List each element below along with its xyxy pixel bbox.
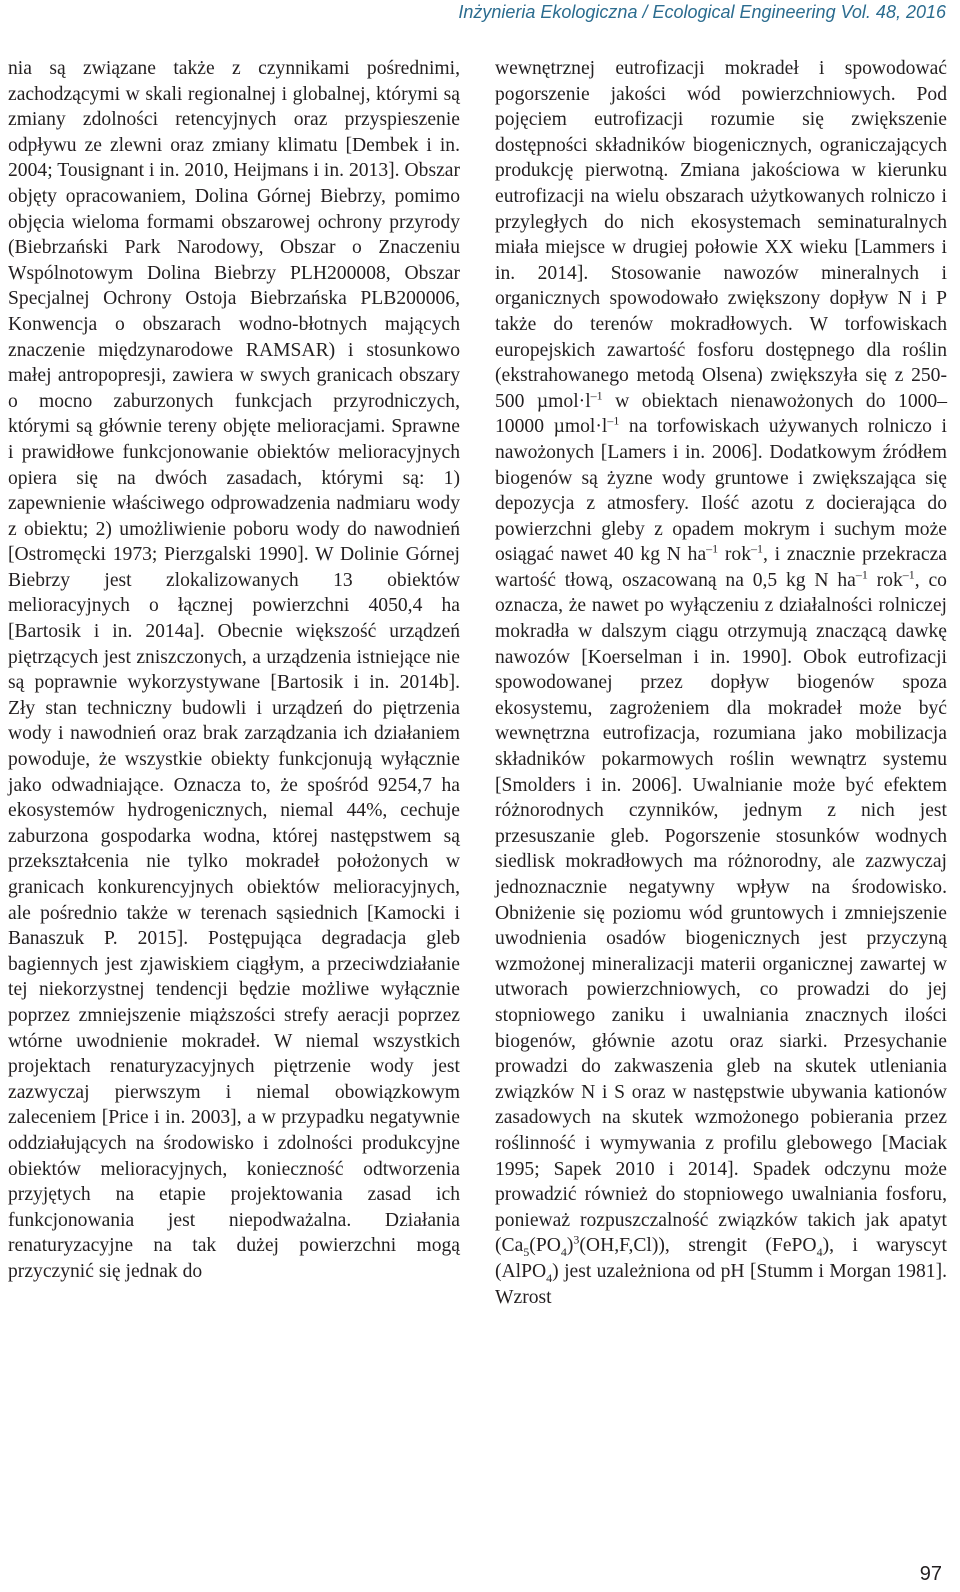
left-text-column xyxy=(8,56,460,1285)
text-run: rok xyxy=(718,544,752,566)
text-run: ) xyxy=(566,1235,574,1257)
text-run: ) jest uzależniona od pH [Stumm i Morgan 1981]. Wzrost xyxy=(495,1260,947,1308)
superscript-exponent: –1 xyxy=(855,567,868,582)
superscript-exponent: –1 xyxy=(902,567,915,582)
superscript-exponent: –1 xyxy=(751,541,764,556)
superscript-exponent: –1 xyxy=(706,541,719,556)
superscript-exponent: –1 xyxy=(590,388,603,403)
left-column-paragraph: nia są związane także z czynnikami pośrednimi, zachodzącymi w skali regionalnej i globalnej, którymi są zmiany zdolności retencyjnych oraz przyspieszenie odpływu ze zlewni oraz zmiany klimatu [Dembek i in. 2004; Tousignant i in. 2010, Heijmans i in. 2013]. Obszar objęty opracowaniem, Dolina Górnej Biebrzy, pomimo objęcia wieloma formami obszarowej ochrony przyrody (Biebrzański Park Narodowy, Obszar o Znaczeniu Wspólnotowym Dolina Biebrzy PLH200008, Obszar Specjalnej Ochrony Ostoja Biebrzańska PLB200006, Konwencja o obszarach wodno-błotnych mających znaczenie międzynarodowe RAMSAR) i stosunkowo małej antropopresji, zawiera w swych granicach obszary o mocno zaburzonych funkcjach przyrodniczych, którymi są głównie tereny objęte melioracjami. Sprawne i prawidłowe funkcjonowanie obiektów melioracyjnych opiera się na dwóch zasadach, którymi są: 1) zapewnienie właściwego odprowadzenia nadmiaru wody z obiektu; 2) umożliwienie poboru wody do nawodnień [Ostromęcki 1973; Pierzgalski 1990]. W Dolinie Górnej Biebrzy jest zlokalizowanych 13 obiektów melioracyjnych o łącznej powierzchni 4050,4 ha [Bartosik i in. 2014a]. Obecnie większość urządzeń piętrzących jest zniszczonych, a urządzenia istniejące nie są poprawnie wykorzystywane [Bartosik i in. 2014b]. Zły stan techniczny budowli i urządzeń do piętrzenia wody i nawodnień oraz brak zarządzania ich działaniem powoduje, że wszystkie obiekty funkcjonują wyłącznie jako odwadniające. Oznacza to, że spośród 9254,7 ha ekosystemów hydrogenicznych, niemal 44%, cechuje zaburzona gospodarka wodna, której następstwem są przekształcenia nie tylko mokradeł położonych w granicach konkurencyjnych obiektów melioracyjnych, ale pośrednio także w terenach sąsiednich [Kamocki i Banaszuk P. 2015]. Postępująca degradacja gleb bagiennych jest zjawiskiem ciągłym, a przeciwdziałanie tej niekorzystnej tendencji będzie możliwe wyłącznie poprzez zmniejszenie miąższości strefy aeracji poprzez wtórne uwodnienie mokradeł. W niemal wszystkich projektach renaturyzacyjnych piętrzenie wody jest zazwyczaj pierwszym i niemal obowiązkowym zaleceniem [Price i in. 2003], a w przypadku negatywnie oddziałujących na środowisko i zdolności produkcyjne obiektów melioracyjnych, konieczność odtworzenia przyjętych na etapie projektowania zasad ich funkcjonowania jest niepodważalna. Działania renaturyzacyjne na tak dużej powierzchni mogą przyczynić się jednak do xyxy=(8,58,460,1282)
text-run: (OH,F,Cl)), strengit (FePO xyxy=(579,1235,817,1257)
text-run: wewnętrznej eutrofizacji mokradeł i spowodować pogorszenie jakości wód powierzchniowych. Pod pojęciem eutrofizacji rozumie się zwiększenie dostępności składników biogenicznych, ograniczających produkcję pierwotną. Zmiana jakościowa w kierunku eutrofizacji na wielu obszarach użytkowanych rolniczo i przyległych do nich ekosystemach seminaturalnych miała miejsce w drugiej połowie XX wieku [Lammers i in. 2014]. Stosowanie nawozów mineralnych i organicznych spowodowało zwiększony dopływ N i P także do terenów mokradłowych. W torfowiskach europejskich zawartość fosforu dostępnego dla roślin (ekstrahowanego metodą Olsena) zwiększyła się z 250-500 µmol·l xyxy=(495,58,947,412)
text-run: (PO xyxy=(529,1235,561,1257)
superscript-exponent: 3 xyxy=(573,1232,580,1247)
page-number: 97 xyxy=(919,1563,942,1585)
right-text-column xyxy=(495,56,947,1310)
subscript-index: 4 xyxy=(816,1245,823,1260)
text-run: ), i waryscyt (AlPO xyxy=(495,1235,947,1282)
subscript-index: 4 xyxy=(546,1270,553,1285)
right-column-paragraph xyxy=(495,56,947,1310)
text-run: , co oznacza, że nawet po wyłączeniu z działalności rolniczej mokradła w dalszym ciągu otrzymują znaczącą dawkę nawozów [Koerselman i in. 1990]. Obok eutrofizacji spowodowanej przez dopływ biogenów spoza ekosystemu, zagrożeniem dla mokradeł może być wewnętrzna eutrofizacja, rozumiana jako mobilizacja składników pokarmowych roślin wewnątrz systemu [Smolders i in. 2006]. Uwalnianie może być efektem różnorodnych czynników, jednym z nich jest przesuszanie gleb. Pogorszenie stosunków wodnych siedlisk mokradłowych ma różnorodny, ale zazwyczaj jednoznacznie negatywny wpływ na środowisko. Obniżenie się poziomu wód gruntowych i zmniejszenie uwodnienia osadów biogenicznych jest przyczyną wzmożonej mineralizacji materii organicznej zawartej w utworach powierzchniowych, co prowadzi do jej stopniowego zaniku i uwalniania znacznych ilości biogenów, głównie azotu oraz siarki. Przesychanie prowadzi do zakwaszenia gleb na skutek utleniania związków N i S oraz w następstwie ubywania kationów zasadowych na skutek wzmożonego pobierania przez roślinność i wymywania z profilu glebowego [Maciak 1995; Sapek 2010 i 2014]. Spadek odczynu może prowadzić również do stopniowego uwalniania fosforu, ponieważ rozpuszczalność związków takich jak apatyt (Ca xyxy=(495,569,947,1257)
text-run: , i znacznie przekracza wartość tłową, oszacowaną na 0,5 kg N ha xyxy=(495,544,947,591)
text-run: rok xyxy=(867,569,903,591)
text-run: na torfowiskach używanych rolniczo i nawożonych [Lamers i in. 2006]. Dodatkowym źródłem biogenów są żyzne wody gruntowe i zwiększająca się depozycja z atmosfery. Ilość azotu z docierająca do powierzchni gleby z opadem mokrym i suchym może osiągać nawet 40 kg N ha xyxy=(495,416,947,566)
text-run: w obiektach nienawożonych do 1000–10000 µmol·l xyxy=(495,390,948,438)
subscript-index: 4 xyxy=(560,1245,567,1260)
subscript-index: 5 xyxy=(523,1245,530,1260)
superscript-exponent: –1 xyxy=(607,413,620,428)
journal-running-head: Inżynieria Ekologiczna / Ecological Engineering Vol. 48, 2016 xyxy=(458,2,946,22)
